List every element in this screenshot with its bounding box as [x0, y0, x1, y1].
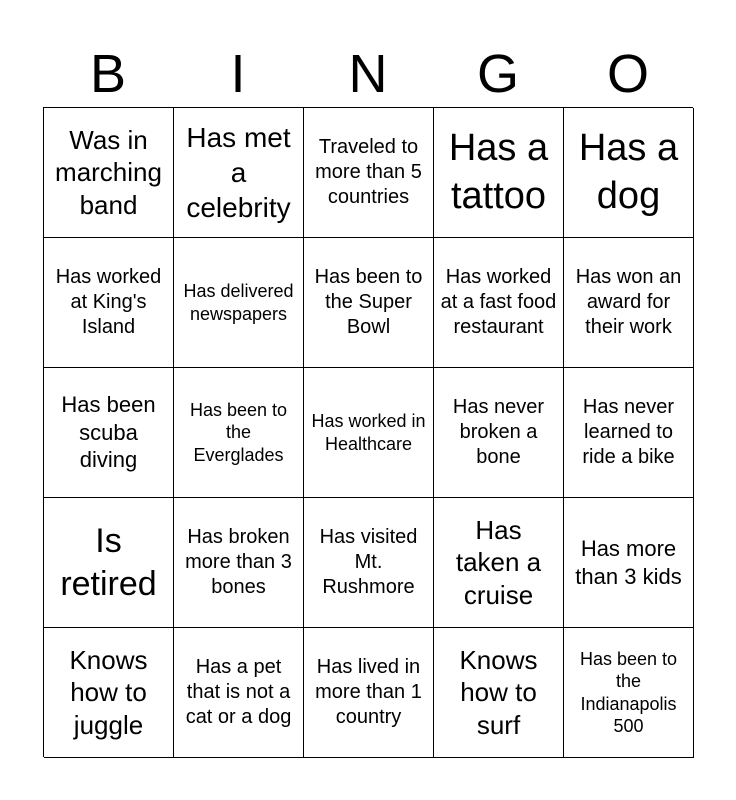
bingo-cell[interactable]	[174, 238, 304, 368]
cell-text: Was in marching band	[55, 124, 162, 220]
bingo-cell[interactable]	[564, 238, 694, 368]
cell-text: Has a pet that is not a cat or a dog	[185, 656, 292, 728]
bingo-cell[interactable]	[434, 498, 564, 628]
cell-text: Has won an award for their work	[575, 266, 682, 338]
bingo-cell[interactable]	[304, 108, 434, 238]
cell-text: Has worked at King's Island	[55, 266, 162, 338]
bingo-cell[interactable]	[174, 628, 304, 758]
cell-text: Has a dog	[578, 127, 679, 217]
bingo-cell[interactable]	[434, 238, 564, 368]
bingo-cell[interactable]	[304, 238, 434, 368]
bingo-cell[interactable]	[44, 368, 174, 498]
header-letter-o: O	[606, 44, 649, 104]
cell-text: Has never learned to ride a bike	[582, 396, 675, 468]
cell-text: Is retired	[60, 522, 157, 603]
header-letter-n: N	[348, 44, 388, 104]
bingo-cell[interactable]	[304, 368, 434, 498]
cell-text: Knows how to juggle	[69, 644, 148, 740]
cell-text: Has been to the Indianapolis 500	[579, 648, 678, 736]
bingo-board	[43, 107, 693, 757]
bingo-cell[interactable]	[174, 498, 304, 628]
cell-text: Has met a celebrity	[186, 122, 291, 223]
bingo-cell[interactable]	[564, 108, 694, 238]
bingo-cell[interactable]	[174, 368, 304, 498]
cell-text: Has been to the Super Bowl	[314, 266, 423, 338]
header-letter-b: B	[89, 44, 127, 104]
cell-text: Has worked at a fast food restaurant	[440, 266, 557, 338]
cell-text: Has been to the Everglades	[189, 399, 288, 465]
cell-text: Has more than 3 kids	[575, 536, 682, 589]
cell-text: Has a tattoo	[448, 127, 549, 217]
cell-text: Has taken a cruise	[455, 514, 542, 610]
bingo-cell[interactable]	[44, 628, 174, 758]
bingo-cell[interactable]	[174, 108, 304, 238]
header-letter-g: G	[476, 44, 519, 104]
bingo-cell[interactable]	[434, 368, 564, 498]
bingo-cell[interactable]	[434, 108, 564, 238]
bingo-cell[interactable]	[564, 498, 694, 628]
bingo-cell[interactable]	[304, 628, 434, 758]
cell-text: Has never broken a bone	[452, 396, 545, 468]
bingo-cell[interactable]	[434, 628, 564, 758]
bingo-cell[interactable]	[44, 238, 174, 368]
cell-text: Traveled to more than 5 countries	[315, 136, 422, 208]
cell-text: Has visited Mt. Rushmore	[319, 526, 418, 598]
bingo-cell[interactable]	[44, 498, 174, 628]
bingo-cell[interactable]	[564, 368, 694, 498]
cell-text: Has lived in more than 1 country	[315, 656, 422, 728]
bingo-header	[43, 40, 693, 108]
cell-text: Knows how to surf	[459, 644, 538, 740]
bingo-cell[interactable]	[564, 628, 694, 758]
bingo-cell[interactable]	[44, 108, 174, 238]
header-letter-i: I	[230, 44, 246, 104]
bingo-cell[interactable]	[304, 498, 434, 628]
cell-text: Has delivered newspapers	[183, 281, 294, 324]
cell-text: Has been scuba diving	[61, 392, 156, 473]
cell-text: Has broken more than 3 bones	[185, 526, 292, 598]
cell-text: Has worked in Healthcare	[311, 411, 426, 454]
